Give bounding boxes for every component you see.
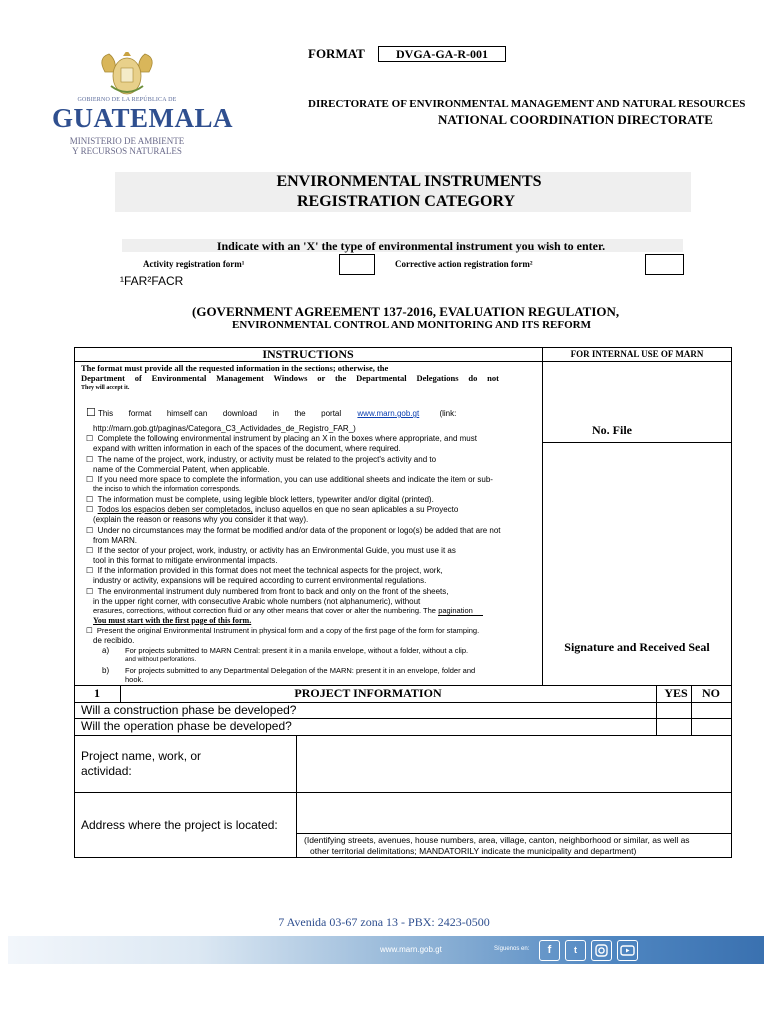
footer-follow-label: Síguenos en: — [494, 946, 530, 952]
internal-divider — [542, 442, 732, 443]
instruction-item-5 — [86, 495, 434, 504]
format-code: DVGA-GA-R-001 — [378, 46, 506, 62]
footer-address: 7 Avenida 03-67 zona 13 - PBX: 2423-0500 — [278, 915, 490, 929]
table-border-right — [731, 347, 732, 858]
instruction-item-2 — [86, 434, 477, 443]
checkbox-icon: ☐ — [86, 566, 94, 575]
table-border-left — [74, 347, 75, 858]
construction-phase-question: Will a construction phase be developed? — [81, 703, 297, 717]
sub-item-a-marker: a) — [102, 646, 110, 655]
instruction-1-url: http://marn.gob.gt/paginas/Categora_C3_Actividades_de_Registro_FAR_) — [93, 424, 356, 433]
sub-item-b-text: For projects submitted to any Departmental Delegation of the MARN: present it in an envelope, folder and — [125, 666, 476, 675]
sub-item-a-text: For projects submitted to MARN Central: present it in a manila envelope, without a folder, without a clip. — [125, 646, 469, 655]
project-name-label: Project name, work, or actividad: — [81, 749, 202, 778]
twitter-icon[interactable]: t — [565, 940, 586, 961]
instruction-6-text-cont: (explain the reason or reasons why you consider it that way). — [93, 515, 309, 524]
signature-seal-label: Signature and Received Seal — [564, 640, 710, 654]
instruction-item-9 — [86, 566, 443, 575]
instruction-10-erasures: erasures, corrections, without correction fluid or any other means that cover or alter the numbering. The — [93, 606, 436, 615]
instruction-10-text-cont2 — [93, 606, 535, 615]
sub-item-a-text-cont: and without perforations. — [125, 656, 197, 663]
instruction-4-text: If you need more space to complete the information, you can use additional sheets and indicate the item or sub- — [97, 475, 493, 484]
checkbox-icon: ☐ — [86, 505, 94, 514]
instruction-5-text: The information must be complete, using legible block letters, typewriter and/or digital (printed). — [97, 495, 434, 504]
address-input-bottom — [296, 833, 732, 834]
instruction-7-text: Under no circumstances may the format be modified and/or data of the proponent or logo(s) be added that are not — [97, 526, 501, 535]
no-header: NO — [702, 686, 720, 700]
instruction-6-text: incluso aquellos en que no sean aplicables a su Proyecto — [255, 505, 459, 514]
checkbox-icon: ☐ — [86, 475, 94, 484]
instruction-9-text-cont: industry or activity, expansions will be required according to current environmental regulations. — [93, 576, 427, 585]
page-title-line1: ENVIRONMENTAL INSTRUMENTS — [276, 173, 542, 190]
project-address-field[interactable] — [297, 793, 731, 833]
address-note-line1: (Identifying streets, avenues, house numbers, area, village, canton, neighborhood or similar, as well as — [304, 835, 690, 845]
activity-registration-checkbox[interactable] — [339, 254, 375, 275]
instruction-item-7 — [86, 526, 501, 535]
marn-portal-link[interactable]: www.marn.gob.gt — [357, 409, 420, 418]
instruction-item-11 — [86, 626, 479, 635]
construction-yes-cell[interactable] — [657, 703, 691, 718]
instruction-7-text-cont: from MARN. — [93, 536, 137, 545]
facebook-icon[interactable]: f — [539, 940, 560, 961]
logo-ministry-line2: Y RECURSOS NATURALES — [72, 146, 182, 156]
internal-column-divider — [542, 347, 543, 685]
coordination-title: NATIONAL COORDINATION DIRECTORATE — [438, 112, 713, 127]
instagram-icon[interactable] — [591, 940, 612, 961]
instruction-1-link-label: (link: — [439, 409, 457, 418]
instruction-item-4 — [86, 475, 493, 484]
instruction-10-first-page: You must start with the first page of this form. — [93, 616, 252, 625]
instructions-intro-line2: Department of Environmental Management Windows or the Departmental Delegations do not — [81, 373, 499, 383]
corrective-action-checkbox[interactable] — [645, 254, 684, 275]
instruction-10-text: The environmental instrument duly numbered from front to back and only on the front of the sheets, — [97, 587, 449, 596]
logo-ministry-text — [56, 136, 198, 156]
footer-website[interactable]: www.marn.gob.gt — [380, 945, 442, 954]
instruction-4-text-cont: the inciso to which the information corresponds. — [93, 486, 241, 493]
instruction-6-text-underlined: Todos los espacios deben ser completados, — [97, 505, 253, 514]
operation-no-cell[interactable] — [692, 719, 731, 735]
directorate-title: DIRECTORATE OF ENVIRONMENTAL MANAGEMENT AND NATURAL RESOURCES — [308, 98, 746, 110]
address-note-line2: other territorial delimitations; MANDATORILY indicate the municipality and department) — [310, 846, 637, 856]
instruction-item-1 — [86, 409, 536, 418]
instruction-3-text-cont: name of the Commercial Patent, when applicable. — [93, 465, 270, 474]
logo-government-text: GOBIERNO DE LA REPÚBLICA DE — [77, 97, 177, 103]
instruction-11-text-cont: de recibido. — [93, 636, 135, 645]
instruction-1-text: This format himself can download in the portal — [97, 409, 342, 418]
project-info-header: PROJECT INFORMATION — [294, 686, 442, 700]
checkbox-icon: ☐ — [86, 407, 96, 419]
checkbox-icon: ☐ — [86, 526, 94, 535]
table-border-bottom — [74, 857, 732, 858]
instruction-10-text-cont1: in the upper right corner, with consecutive Arabic whole numbers (not alphanumeric), without — [93, 597, 421, 606]
table-header-divider — [74, 361, 732, 362]
checkbox-icon: ☐ — [86, 495, 94, 504]
operation-yes-cell[interactable] — [657, 719, 691, 735]
instruction-8-text: If the sector of your project, work, industry, or activity has an Environmental Guide, you must use it as — [97, 546, 456, 555]
youtube-icon[interactable] — [617, 940, 638, 961]
logo-ministry-line1: MINISTERIO DE AMBIENTE — [69, 136, 185, 146]
instruction-10-pagination: pagination — [438, 606, 483, 616]
instruction-2-text: Complete the following environmental instrument by placing an X in the boxes where appropriate, and must — [97, 434, 477, 443]
form-footnote: ¹FAR²FACR — [120, 274, 184, 288]
project-name-field[interactable] — [297, 736, 731, 792]
instruction-item-10 — [86, 587, 448, 596]
instruction-11-text: Present the original Environmental Instrument in physical form and a copy of the first page of the form for stamping. — [96, 626, 480, 635]
file-number-label: No. File — [592, 423, 632, 437]
internal-use-header: FOR INTERNAL USE OF MARN — [570, 349, 704, 359]
indicate-instruction: Indicate with an 'X' the type of environmental instrument you wish to enter. — [216, 239, 606, 253]
checkbox-icon: ☐ — [86, 587, 94, 596]
instruction-item-6 — [86, 505, 458, 514]
yes-header: YES — [664, 686, 688, 700]
sub-item-b-text-cont: hook. — [125, 675, 144, 684]
sub-item-b-marker: b) — [102, 666, 110, 675]
page-title-line2: REGISTRATION CATEGORY — [297, 193, 515, 210]
checkbox-icon: ☐ — [86, 546, 94, 555]
agreement-line1: (GOVERNMENT AGREEMENT 137-2016, EVALUATION REGULATION, — [192, 304, 620, 319]
checkbox-icon: ☐ — [86, 434, 94, 443]
instructions-header: INSTRUCTIONS — [262, 347, 354, 361]
instruction-2-text-cont: expand with written information in each of the spaces of the document, where required. — [93, 444, 401, 453]
checkbox-icon: ☐ — [86, 455, 94, 464]
project-address-label: Address where the project is located: — [81, 818, 278, 832]
instruction-9-text: If the information provided in this format does not meet the technical aspects for the project, work, — [97, 566, 443, 575]
operation-phase-question: Will the operation phase be developed? — [81, 719, 292, 733]
checkbox-icon: ☐ — [86, 626, 93, 635]
activity-registration-label: Activity registration form¹ — [143, 259, 245, 269]
format-label: FORMAT — [308, 46, 365, 61]
corrective-action-label: Corrective action registration form² — [395, 259, 533, 269]
instructions-intro-line1: The format must provide all the requested information in the sections; otherwise, the — [81, 363, 389, 373]
instruction-8-text-cont: tool in this format to mitigate environmental impacts. — [93, 556, 278, 565]
logo-wordmark: GUATEMALA — [52, 103, 234, 133]
instagram-glyph — [592, 941, 611, 960]
instruction-item-3 — [86, 455, 436, 464]
instruction-item-8 — [86, 546, 456, 555]
youtube-glyph — [618, 941, 637, 960]
instruction-3-text: The name of the project, work, industry, or activity must be related to the project's activity and to — [97, 455, 437, 464]
construction-no-cell[interactable] — [692, 703, 731, 718]
section-number: 1 — [94, 686, 100, 700]
agreement-line2: ENVIRONMENTAL CONTROL AND MONITORING AND ITS REFORM — [232, 319, 591, 331]
instructions-intro-line3: They will accept it. — [81, 385, 130, 391]
